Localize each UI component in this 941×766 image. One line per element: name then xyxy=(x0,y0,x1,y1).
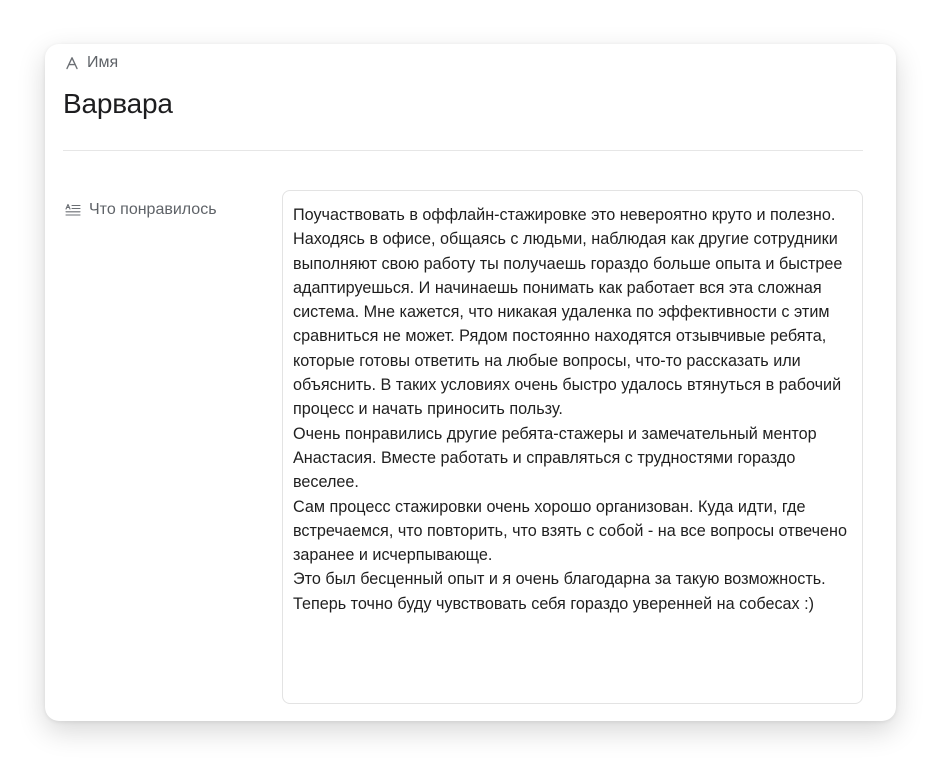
liked-paragraph: Это был бесценный опыт и я очень благодарна за такую возможность. Теперь точно буду чувствовать себя гораздо уверенней на собесах :) xyxy=(293,570,826,613)
liked-paragraph: Сам процесс стажировки очень хорошо организован. Куда идти, где встречаемся, что повторить, что взять с собой - на все вопросы отвечено заранее и исчерпывающе. xyxy=(293,497,847,565)
text-lines-icon xyxy=(65,203,81,217)
text-a-icon xyxy=(65,56,79,70)
name-field-header xyxy=(65,54,118,72)
liked-field-header xyxy=(65,201,217,219)
name-field-label: Имя xyxy=(87,54,119,71)
divider xyxy=(63,150,863,151)
liked-field-textarea[interactable] xyxy=(282,190,863,704)
liked-paragraph: Очень понравились другие ребята-стажеры и замечательный ментор Анастасия. Вместе работать и справляться с трудностями гораздо веселее. xyxy=(293,424,817,492)
record-card xyxy=(45,44,896,721)
liked-field-label: Что понравилось xyxy=(89,201,217,218)
name-field-value[interactable]: Варвара xyxy=(63,88,173,119)
liked-paragraph: Поучаствовать в оффлайн-стажировке это невероятно круто и полезно. Находясь в офисе, общаясь с людьми, наблюдая как другие сотрудники выполняют свою работу ты получаешь гораздо больше опыта и быстрее адаптируешься. И начинаешь понимать как работает вся эта сложная система. Мне кажется, что никакая удаленка по эффективности с этим сравниться не может. Рядом постоянно находятся отзывчивые ребята, которые готовы ответить на любые вопросы, что-то рассказать или объяснить. В таких условиях очень быстро удалось втянуться в рабочий процесс и начать приносить пользу. xyxy=(293,206,843,419)
